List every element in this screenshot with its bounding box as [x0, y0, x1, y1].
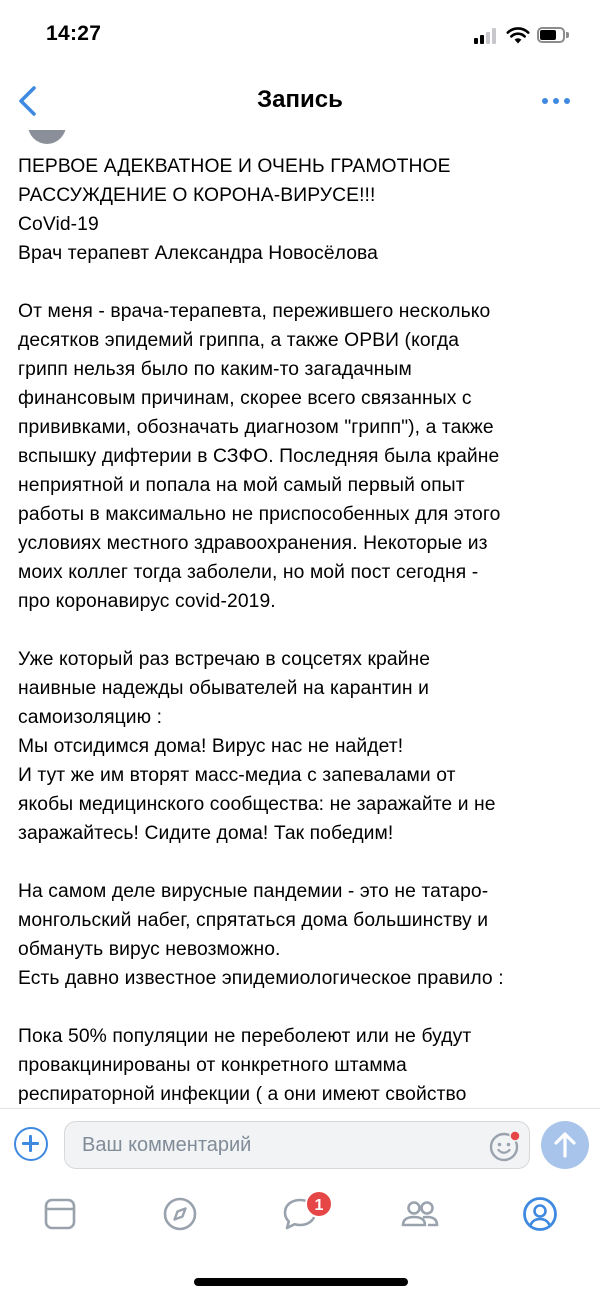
home-indicator[interactable]	[194, 1278, 408, 1286]
wifi-icon	[506, 26, 530, 44]
post-paragraph: ПЕРВОЕ АДЕКВАТНОЕ И ОЧЕНЬ ГРАМОТНОЕ РАССУЖДЕНИЕ О КОРОНА-ВИРУСЕ!!! CoVid-19 Врач терапевт Александра Новосёлова	[18, 156, 451, 264]
tab-friends-icon[interactable]	[398, 1192, 442, 1236]
status-time: 14:27	[46, 22, 102, 45]
post-paragraph: Уже который раз встречаю в соцсетях крайне наивные надежды обывателей на карантин и самоизоляцию : Мы отсидимся дома! Вирус нас не найдет! И тут же им вторят масс-медиа с запевалами от якобы медицинского сообщества: не заражайте и не заражайтесь! Сидите дома! Так победим!	[18, 649, 496, 844]
arrow-up-icon	[541, 1121, 589, 1169]
status-bar	[0, 0, 600, 70]
tab-news-icon[interactable]	[38, 1192, 82, 1236]
send-button[interactable]	[541, 1121, 589, 1169]
author-avatar[interactable]	[28, 130, 66, 144]
post-paragraph: От меня - врача-терапевта, пережившего несколько десятков эпидемий гриппа, а также ОРВИ (когда грипп нельзя было по каким-то загадачным финансовым причинам, скорее всего связанных с прививками, обозначать диагнозом "грипп"), а также вспышку дифтерии в СЗФО. Последняя была крайне неприятной и попала на мой самый первый опыт работы в максимально не приспособенных для этого условиях местного здравоохранения. Некоторые из моих коллег тогда заболели, но мой пост сегодня - про коронавирус covid-2019.	[18, 301, 501, 612]
nav-header	[0, 70, 600, 132]
page-title: Запись	[257, 86, 343, 113]
tab-profile-icon[interactable]	[518, 1192, 562, 1236]
comment-bar	[0, 1108, 600, 1184]
add-attachment-button[interactable]	[14, 1127, 48, 1161]
more-options-icon[interactable]	[536, 88, 576, 114]
comment-input[interactable]	[64, 1121, 530, 1169]
messages-unread-badge: 1	[305, 1190, 333, 1218]
emoji-sticker-icon[interactable]	[488, 1129, 522, 1163]
cellular-signal-icon	[474, 28, 500, 44]
post-paragraph: Пока 50% популяции не переболеют или не будут провакцинированы от конкретного штамма респираторной инфекции ( а они имеют свойство	[18, 1026, 472, 1105]
post-paragraph: На самом деле вирусные пандемии - это не татаро- монгольский набег, спрятаться дома большинству и обмануть вирус невозможно. Есть давно известное эпидемиологическое правило :	[18, 881, 504, 989]
battery-icon	[537, 27, 569, 43]
post-body	[18, 152, 588, 1107]
tab-discover-compass-icon[interactable]	[158, 1192, 202, 1236]
